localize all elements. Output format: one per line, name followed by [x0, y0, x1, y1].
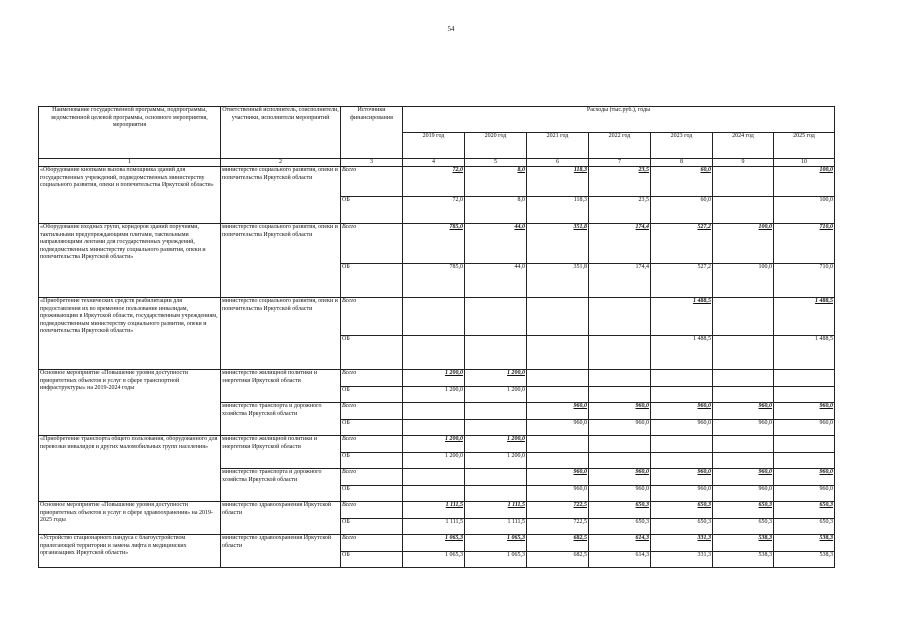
total-value: 650,3	[713, 502, 774, 519]
ob-value	[465, 420, 527, 436]
ob-value: 682,5	[527, 552, 589, 568]
total-value	[465, 403, 527, 420]
header-year: 2020 год	[465, 133, 527, 159]
ob-value	[465, 336, 527, 370]
ob-value: 960,0	[713, 486, 774, 502]
col-number: 8	[651, 159, 713, 167]
ob-value: 960,0	[774, 420, 835, 436]
ob-value: 174,4	[589, 264, 651, 298]
ob-value: 538,3	[713, 552, 774, 568]
total-value: 538,3	[713, 535, 774, 552]
source-ob: ОБ	[341, 453, 403, 469]
total-value: 710,0	[774, 224, 835, 264]
total-value: 960,0	[527, 469, 589, 486]
ob-value: 1 111,5	[465, 519, 527, 535]
source-ob: ОБ	[341, 264, 403, 298]
ob-value	[589, 453, 651, 469]
measure-name: «Оборудование кнопками вызова помощника зданий для государственных учреждений, подведомственных министерству социального развития, опеки и попечительства Иркутской области»	[39, 167, 221, 224]
total-value: 722,5	[527, 502, 589, 519]
total-value: 527,2	[651, 224, 713, 264]
ob-value: 100,0	[774, 197, 835, 224]
total-value: 174,4	[589, 224, 651, 264]
header-year: 2019 год	[403, 133, 465, 159]
ob-value	[403, 336, 465, 370]
ob-value	[589, 387, 651, 403]
total-value	[403, 403, 465, 420]
total-value: 960,0	[589, 403, 651, 420]
ob-value: 650,3	[589, 519, 651, 535]
ob-value: 1 200,0	[403, 387, 465, 403]
ob-value: 1 488,5	[651, 336, 713, 370]
total-value: 23,5	[589, 167, 651, 197]
col-number: 7	[589, 159, 651, 167]
measure-name: «Приобретение транспорта общего пользования, оборудованного для перевозки инвалидов и других маломобильных групп населения»	[39, 436, 221, 502]
total-value: 331,3	[651, 535, 713, 552]
total-value	[589, 298, 651, 336]
executor: министерство транспорта и дорожного хозяйства Иркутской области	[221, 403, 341, 436]
ob-value	[527, 387, 589, 403]
ob-value: 1 200,0	[465, 387, 527, 403]
total-value: 538,3	[774, 535, 835, 552]
executor: министерство социального развития, опеки и попечительства Иркутской области	[221, 224, 341, 298]
total-value: 650,3	[774, 502, 835, 519]
col-number: 4	[403, 159, 465, 167]
ob-value	[713, 387, 774, 403]
total-value: 1 111,5	[465, 502, 527, 519]
ob-value: 351,8	[527, 264, 589, 298]
source-total: Всего	[341, 370, 403, 387]
total-value: 100,0	[774, 167, 835, 197]
source-ob: ОБ	[341, 336, 403, 370]
header-year: 2021 год	[527, 133, 589, 159]
ob-value: 960,0	[713, 420, 774, 436]
ob-value: 1 488,5	[774, 336, 835, 370]
table-row	[39, 370, 835, 387]
total-value: 44,0	[465, 224, 527, 264]
executor: министерство социального развития, опеки и попечительства Иркутской области	[221, 167, 341, 224]
total-value	[403, 298, 465, 336]
header-year: 2023 год	[651, 133, 713, 159]
measure-name: «Оборудование входных групп, коридоров зданий поручнями, тактильными предупреждающими плитами, тактильными направляющими лентами для государственных учреждений, подведомственных министерству социального развития, опеки и попечительства Иркутской области»	[39, 224, 221, 298]
ob-value	[465, 486, 527, 502]
total-value: 960,0	[651, 469, 713, 486]
table-row	[39, 298, 835, 336]
source-total: Всего	[341, 167, 403, 197]
table-row	[39, 502, 835, 519]
source-ob: ОБ	[341, 486, 403, 502]
executor: министерство здравоохранения Иркутской области	[221, 535, 341, 568]
total-value	[774, 370, 835, 387]
total-value: 960,0	[527, 403, 589, 420]
executor: министерство здравоохранения Иркутской области	[221, 502, 341, 535]
ob-value: 650,3	[713, 519, 774, 535]
total-value: 1 065,3	[403, 535, 465, 552]
ob-value: 960,0	[527, 420, 589, 436]
ob-value: 960,0	[774, 486, 835, 502]
source-total: Всего	[341, 502, 403, 519]
total-value	[651, 370, 713, 387]
ob-value	[527, 453, 589, 469]
executor: министерство жилищной политики и энергетики Иркутской области	[221, 436, 341, 469]
col-number: 5	[465, 159, 527, 167]
total-value	[527, 370, 589, 387]
total-value: 960,0	[713, 469, 774, 486]
total-value: 1 065,3	[465, 535, 527, 552]
ob-value: 1 065,3	[403, 552, 465, 568]
total-value: 614,3	[589, 535, 651, 552]
ob-value: 650,3	[651, 519, 713, 535]
header-year: 2025 год	[774, 133, 835, 159]
ob-value	[651, 387, 713, 403]
source-ob: ОБ	[341, 387, 403, 403]
total-value: 1 488,5	[774, 298, 835, 336]
measure-name: Основное мероприятие «Повышение уровня доступности приоритетных объектов и услуг в сфере здравоохранения» на 2019-2025 годы	[39, 502, 221, 535]
total-value: 682,5	[527, 535, 589, 552]
ob-value: 72,0	[403, 197, 465, 224]
total-value: 351,8	[527, 224, 589, 264]
source-ob: ОБ	[341, 420, 403, 436]
ob-value: 331,3	[651, 552, 713, 568]
total-value: 650,3	[651, 502, 713, 519]
total-value	[713, 298, 774, 336]
page-number: 54	[447, 25, 455, 33]
total-value: 1 200,0	[403, 370, 465, 387]
source-ob: ОБ	[341, 197, 403, 224]
table-row	[39, 535, 835, 552]
ob-value: 1 065,3	[465, 552, 527, 568]
ob-value	[403, 420, 465, 436]
total-value	[465, 469, 527, 486]
ob-value: 960,0	[589, 486, 651, 502]
total-value: 960,0	[651, 403, 713, 420]
total-value: 72,0	[403, 167, 465, 197]
total-value: 1 488,5	[651, 298, 713, 336]
total-value: 1 200,0	[403, 436, 465, 453]
total-value: 960,0	[774, 469, 835, 486]
ob-value	[589, 336, 651, 370]
col-number: 3	[341, 159, 403, 167]
ob-value	[403, 486, 465, 502]
ob-value: 960,0	[651, 486, 713, 502]
ob-value: 710,0	[774, 264, 835, 298]
total-value	[713, 167, 774, 197]
col-number: 6	[527, 159, 589, 167]
executor: министерство жилищной политики и энергетики Иркутской области	[221, 370, 341, 403]
total-value	[589, 436, 651, 453]
total-value: 785,0	[403, 224, 465, 264]
ob-value: 527,2	[651, 264, 713, 298]
col-number: 10	[774, 159, 835, 167]
header-name: Наименование государственной программы, подпрограммы, ведомственной целевой программы, основного мероприятия, мероприятия	[39, 107, 221, 159]
table-row	[39, 167, 835, 197]
total-value: 960,0	[589, 469, 651, 486]
source-total: Всего	[341, 224, 403, 264]
total-value	[589, 370, 651, 387]
ob-value: 650,3	[774, 519, 835, 535]
total-value: 960,0	[774, 403, 835, 420]
col-number: 2	[221, 159, 341, 167]
source-total: Всего	[341, 436, 403, 453]
ob-value: 960,0	[651, 420, 713, 436]
col-number: 1	[39, 159, 221, 167]
source-total: Всего	[341, 403, 403, 420]
header-expenses: Расходы (тыс.руб.), годы	[403, 107, 835, 133]
total-value	[527, 298, 589, 336]
ob-value: 722,5	[527, 519, 589, 535]
table-row	[39, 224, 835, 264]
total-value: 1 200,0	[465, 436, 527, 453]
ob-value: 8,0	[465, 197, 527, 224]
budget-table	[38, 106, 835, 568]
header-source: Источники финансирования	[341, 107, 403, 159]
ob-value: 960,0	[527, 486, 589, 502]
source-total: Всего	[341, 298, 403, 336]
total-value: 60,0	[651, 167, 713, 197]
ob-value: 1 200,0	[403, 453, 465, 469]
ob-value	[713, 197, 774, 224]
total-value	[713, 436, 774, 453]
header-executor: Ответственный исполнитель, соисполнители, участники, исполнители мероприятий	[221, 107, 341, 159]
ob-value: 785,0	[403, 264, 465, 298]
measure-name: «Приобретение технических средств реабилитации для предоставления их во временное пользование инвалидам, проживающим в Иркутской области, государственным учреждениям, подведомственным министерству социального развития, опеки и попечительства Иркутской области»	[39, 298, 221, 370]
executor: министерство транспорта и дорожного хозяйства Иркутской области	[221, 469, 341, 502]
ob-value: 100,0	[713, 264, 774, 298]
total-value	[403, 469, 465, 486]
source-ob: ОБ	[341, 519, 403, 535]
total-value	[651, 436, 713, 453]
ob-value	[651, 453, 713, 469]
ob-value: 538,3	[774, 552, 835, 568]
ob-value: 118,3	[527, 197, 589, 224]
ob-value: 960,0	[589, 420, 651, 436]
ob-value	[713, 453, 774, 469]
total-value: 118,3	[527, 167, 589, 197]
table-row	[39, 436, 835, 453]
total-value	[465, 298, 527, 336]
measure-name: «Устройство стационарного пандуса с благоустройством прилегающей территории и замена лифта в медицинских организациях Иркутской области»	[39, 535, 221, 568]
total-value: 100,0	[713, 224, 774, 264]
ob-value	[527, 336, 589, 370]
source-total: Всего	[341, 469, 403, 486]
total-value: 960,0	[713, 403, 774, 420]
total-value	[774, 436, 835, 453]
ob-value: 1 111,5	[403, 519, 465, 535]
source-total: Всего	[341, 535, 403, 552]
ob-value: 614,3	[589, 552, 651, 568]
header-year: 2022 год	[589, 133, 651, 159]
ob-value: 1 200,0	[465, 453, 527, 469]
total-value: 1 111,5	[403, 502, 465, 519]
total-value	[713, 370, 774, 387]
measure-name: Основное мероприятие «Повышение уровня доступности приоритетных объектов и услуг в сфере транспортной инфраструктуры» на 2019-2024 годы	[39, 370, 221, 436]
total-value: 650,3	[589, 502, 651, 519]
ob-value: 44,0	[465, 264, 527, 298]
col-number: 9	[713, 159, 774, 167]
ob-value: 60,0	[651, 197, 713, 224]
ob-value: 23,5	[589, 197, 651, 224]
total-value: 8,0	[465, 167, 527, 197]
total-value: 1 200,0	[465, 370, 527, 387]
ob-value	[774, 453, 835, 469]
source-ob: ОБ	[341, 552, 403, 568]
ob-value	[774, 387, 835, 403]
header-year: 2024 год	[713, 133, 774, 159]
executor: министерство социального развития, опеки и попечительства Иркутской области	[221, 298, 341, 370]
total-value	[527, 436, 589, 453]
ob-value	[713, 336, 774, 370]
